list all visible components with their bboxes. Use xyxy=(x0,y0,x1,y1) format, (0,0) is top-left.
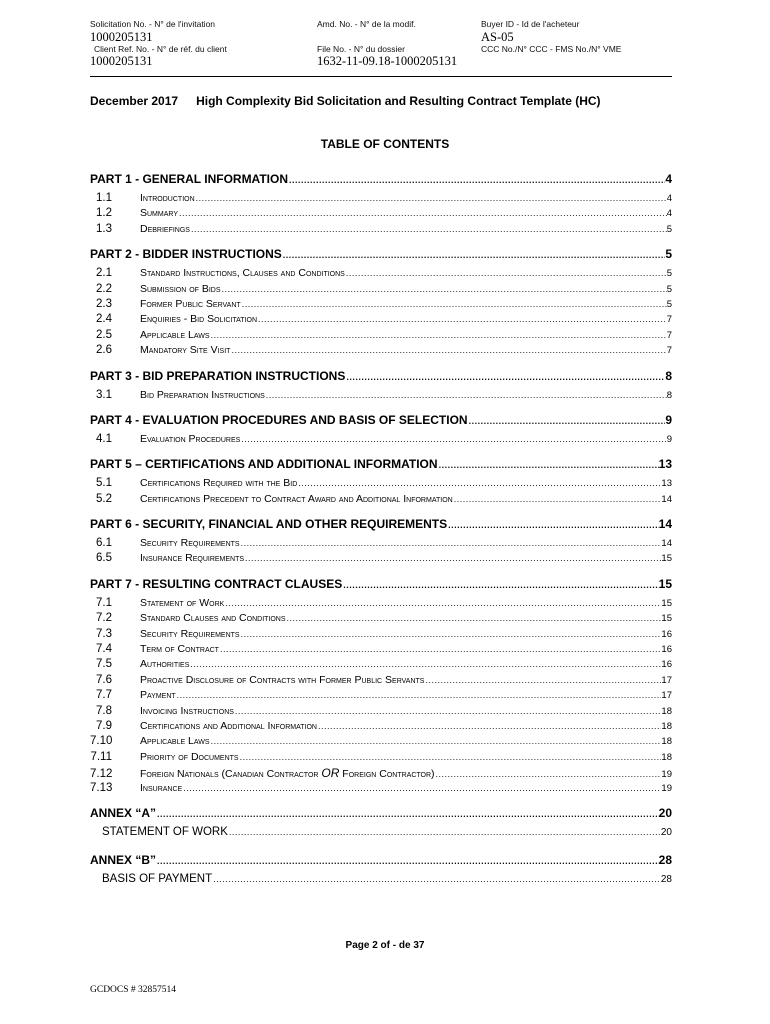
toc-page-number: 18 xyxy=(661,751,672,763)
toc-part-title: PART 3 - BID PREPARATION INSTRUCTIONS xyxy=(90,368,346,383)
toc-section-number: 7.13 xyxy=(90,781,113,794)
toc-section-title: Enquiries - Bid Solicitation xyxy=(140,313,258,326)
toc-section-number: 5.2 xyxy=(96,492,112,505)
dot-leader xyxy=(438,460,659,470)
toc-page-number: 7 xyxy=(666,329,672,341)
toc-page-number: 15 xyxy=(658,576,672,591)
toc-section-entry[interactable] xyxy=(90,766,672,781)
toc-section-entry[interactable] xyxy=(90,597,672,612)
toc-page-number: 5 xyxy=(666,283,672,295)
toc-heading: TABLE OF CONTENTS xyxy=(320,137,450,151)
toc-section-title: Former Public Servant xyxy=(140,297,241,310)
toc-section-entry[interactable] xyxy=(90,207,672,222)
toc-section-number: 7.1 xyxy=(96,596,112,609)
toc-page-number: 28 xyxy=(658,852,672,867)
dot-leader xyxy=(345,372,665,382)
amendment-label: Amd. No. - N° de la modif. xyxy=(317,19,416,29)
toc-section-title-emphasis: OR xyxy=(321,766,340,781)
toc-page-number: 5 xyxy=(666,268,672,280)
toc-annex-title: BASIS OF PAYMENT xyxy=(102,872,213,885)
toc-page-number: 8 xyxy=(666,389,672,401)
dot-leader xyxy=(210,736,662,746)
toc-page-number: 19 xyxy=(661,782,672,794)
dot-leader xyxy=(240,434,666,444)
solicitation-number: 1000205131 xyxy=(90,30,153,44)
toc-section-entry[interactable] xyxy=(90,329,672,344)
toc-page-number: 8 xyxy=(665,368,672,383)
toc-page-number: 28 xyxy=(660,873,672,885)
toc-part-entry[interactable] xyxy=(90,853,672,873)
dot-leader xyxy=(178,208,667,218)
dot-leader xyxy=(189,659,661,669)
toc-section-number: 1.1 xyxy=(96,192,112,204)
dot-leader xyxy=(241,299,667,309)
toc-section-number: 2.3 xyxy=(96,297,112,310)
client-ref-label: Client Ref. No. - N° de réf. du client xyxy=(94,44,227,54)
toc-section-title: Debriefings xyxy=(140,222,190,235)
toc-section-number: 7.12 xyxy=(90,768,113,781)
toc-section-entry[interactable] xyxy=(90,267,672,282)
dot-leader xyxy=(345,268,667,278)
toc-section-number: 7.8 xyxy=(96,704,112,717)
dot-leader xyxy=(239,752,662,762)
toc-section-entry[interactable] xyxy=(90,628,672,643)
toc-page-number: 5 xyxy=(665,247,672,262)
toc-part-entry[interactable] xyxy=(90,413,672,433)
dot-leader xyxy=(176,690,662,700)
toc-section-title: Submission of Bids xyxy=(140,282,221,295)
toc-annex-title: STATEMENT OF WORK xyxy=(102,825,228,838)
document-id: GCDOCS # 32857514 xyxy=(90,985,177,995)
dot-leader xyxy=(212,874,661,884)
document-date: December 2017 xyxy=(90,94,179,108)
toc-part-title: PART 5 – CERTIFICATIONS AND ADDITIONAL INFORMATION xyxy=(90,457,438,472)
dot-leader xyxy=(447,520,659,530)
toc-page-number: 16 xyxy=(661,628,672,640)
toc-page-number: 14 xyxy=(658,517,672,532)
toc-section-entry[interactable] xyxy=(90,313,672,328)
dot-leader xyxy=(468,416,666,426)
dot-leader xyxy=(182,783,661,793)
dot-leader xyxy=(156,856,659,866)
toc-section-title: Certifications and Additional Information xyxy=(140,719,317,732)
toc-page-number: 4 xyxy=(666,208,672,220)
toc-section-title: Applicable Laws xyxy=(140,328,210,341)
toc-section-entry[interactable] xyxy=(90,537,672,552)
toc-part-entry[interactable] xyxy=(90,247,672,267)
toc-section-entry[interactable] xyxy=(90,705,672,720)
toc-page-number: 5 xyxy=(666,298,672,310)
toc-section-title-rest: Foreign Contractor) xyxy=(339,768,435,781)
ccc-fms-label: CCC No./N° CCC - FMS No./N° VME xyxy=(481,44,622,54)
toc-section-title: Standard Clauses and Conditions xyxy=(140,612,286,625)
dot-leader xyxy=(257,314,667,324)
toc-section-entry[interactable] xyxy=(90,493,672,508)
toc-section-number: 2.2 xyxy=(96,282,112,295)
toc-section-number: 6.5 xyxy=(96,552,112,565)
toc-section-entry[interactable] xyxy=(90,298,672,313)
toc-section-number: 1.3 xyxy=(96,222,112,235)
toc-section-entry[interactable] xyxy=(90,477,672,492)
toc-section-title: Priority of Documents xyxy=(140,750,239,763)
toc-section-entry[interactable] xyxy=(90,612,672,627)
toc-section-number: 2.5 xyxy=(96,328,112,341)
dot-leader xyxy=(424,675,661,685)
template-title: High Complexity Bid Solicitation and Resulting Contract Template (HC) xyxy=(196,94,601,108)
dot-leader xyxy=(234,706,662,716)
toc-section-entry[interactable] xyxy=(90,283,672,298)
toc-page-number: 15 xyxy=(661,553,672,565)
toc-section-number: 7.3 xyxy=(96,627,112,640)
file-number-label: File No. - N° du dossier xyxy=(317,44,405,54)
toc-section-entry[interactable] xyxy=(90,751,672,766)
toc-section-entry[interactable] xyxy=(90,643,672,658)
dot-leader xyxy=(342,580,658,590)
toc-section-title: Foreign Nationals (Canadian Contractor xyxy=(140,768,322,781)
dot-leader xyxy=(297,478,661,488)
toc-page-number: 16 xyxy=(661,644,672,656)
file-number-value: 1632-11-09.18-1000205131 xyxy=(317,54,458,68)
dot-leader xyxy=(228,827,661,837)
toc-part-title: PART 2 - BIDDER INSTRUCTIONS xyxy=(90,247,282,262)
toc-section-title: Evaluation Procedures xyxy=(140,432,241,445)
dot-leader xyxy=(265,390,667,400)
toc-page-number: 18 xyxy=(661,736,672,748)
toc-section-number: 4.1 xyxy=(96,432,112,445)
toc-page-number: 9 xyxy=(666,433,672,445)
toc-section-number: 2.1 xyxy=(96,267,112,280)
dot-leader xyxy=(210,330,667,340)
toc-section-entry[interactable] xyxy=(90,674,672,689)
toc-page-number: 16 xyxy=(661,659,672,671)
table-of-contents xyxy=(90,172,672,896)
toc-section-title: Applicable Laws xyxy=(140,735,210,748)
toc-page-number: 14 xyxy=(661,538,672,550)
toc-annex-entry[interactable] xyxy=(90,873,672,891)
toc-page-number: 9 xyxy=(665,412,672,427)
toc-section-number: 7.4 xyxy=(96,643,112,656)
dot-leader xyxy=(221,284,667,294)
toc-section-number: 7.2 xyxy=(96,612,112,625)
dot-leader xyxy=(240,538,662,548)
toc-part-title: PART 4 - EVALUATION PROCEDURES AND BASIS OF SELECTION xyxy=(90,412,468,427)
toc-section-number: 7.6 xyxy=(96,673,112,686)
toc-section-title: Insurance xyxy=(140,781,183,794)
toc-page-number: 18 xyxy=(661,705,672,717)
toc-section-title: Mandatory Site Visit xyxy=(140,344,231,357)
dot-leader xyxy=(195,193,667,203)
dot-leader xyxy=(156,809,659,819)
toc-section-number: 5.1 xyxy=(96,477,112,490)
toc-page-number: 14 xyxy=(661,493,672,505)
toc-part-entry[interactable] xyxy=(90,369,672,389)
toc-section-number: 7.7 xyxy=(96,689,112,702)
dot-leader xyxy=(453,494,662,504)
dot-leader xyxy=(190,224,667,234)
buyer-id-label: Buyer ID - Id de l'acheteur xyxy=(481,19,580,29)
toc-section-title: Bid Preparation Instructions xyxy=(140,388,265,401)
toc-section-number: 7.11 xyxy=(90,750,112,763)
header-rule xyxy=(90,76,672,77)
toc-section-entry[interactable] xyxy=(90,720,672,735)
toc-page-number: 18 xyxy=(661,720,672,732)
toc-section-entry[interactable] xyxy=(90,552,672,567)
toc-section-entry[interactable] xyxy=(90,689,672,704)
toc-page-number: 15 xyxy=(661,613,672,625)
toc-section-title: Statement of Work xyxy=(140,596,225,609)
toc-page-number: 5 xyxy=(666,223,672,235)
toc-section-entry[interactable] xyxy=(90,389,672,404)
toc-part-title: PART 1 - GENERAL INFORMATION xyxy=(90,172,288,186)
toc-part-title: PART 6 - SECURITY, FINANCIAL AND OTHER REQUIREMENTS xyxy=(90,517,448,532)
toc-page-number: 7 xyxy=(666,314,672,326)
toc-section-number: 2.4 xyxy=(96,313,112,326)
dot-leader xyxy=(286,613,662,623)
toc-page-number: 13 xyxy=(661,478,672,490)
toc-section-number: 6.1 xyxy=(96,537,112,550)
toc-page-number: 20 xyxy=(660,826,672,838)
dot-leader xyxy=(435,769,662,779)
toc-part-title: PART 7 - RESULTING CONTRACT CLAUSES xyxy=(90,576,343,591)
toc-section-title: Payment xyxy=(140,689,176,702)
toc-section-number: 1.2 xyxy=(96,207,112,220)
dot-leader xyxy=(288,175,665,185)
toc-section-title: Certifications Precedent to Contract Award and Additional Information xyxy=(140,492,453,505)
toc-section-number: 7.10 xyxy=(90,735,113,748)
dot-leader xyxy=(282,250,666,260)
toc-page-number: 19 xyxy=(661,769,672,781)
toc-section-title: Summary xyxy=(140,207,178,220)
toc-page-number: 13 xyxy=(658,457,672,472)
toc-part-entry[interactable] xyxy=(90,457,672,477)
toc-section-number: 7.5 xyxy=(96,658,112,671)
toc-page-number: 15 xyxy=(661,597,672,609)
buyer-id-value: AS-05 xyxy=(481,30,514,44)
toc-section-entry[interactable] xyxy=(90,433,672,448)
toc-section-title: Insurance Requirements xyxy=(140,552,245,565)
toc-page-number: 7 xyxy=(666,345,672,357)
toc-part-entry[interactable] xyxy=(90,517,672,537)
toc-page-number: 4 xyxy=(666,193,672,204)
toc-section-entry[interactable] xyxy=(90,782,672,797)
toc-section-title: Proactive Disclosure of Contracts with Former Public Servants xyxy=(140,673,425,686)
toc-section-title: Certifications Required with the Bid xyxy=(140,477,298,490)
toc-part-title: ANNEX “A” xyxy=(90,805,157,820)
toc-section-number: 2.6 xyxy=(96,344,112,357)
dot-leader xyxy=(224,598,661,608)
dot-leader xyxy=(219,644,661,654)
document-title-line xyxy=(90,94,601,108)
toc-section-number: 7.9 xyxy=(96,719,112,732)
toc-section-entry[interactable] xyxy=(90,344,672,359)
client-ref-number: 1000205131 xyxy=(90,54,153,68)
dot-leader xyxy=(317,721,661,731)
toc-section-entry[interactable] xyxy=(90,735,672,750)
toc-page-number: 20 xyxy=(658,805,672,820)
toc-section-entry[interactable] xyxy=(90,223,672,238)
toc-section-title: Security Requirements xyxy=(140,537,240,550)
toc-section-entry[interactable] xyxy=(90,192,672,207)
page-number: Page 2 of - de 37 xyxy=(345,940,425,951)
toc-section-title: Authorities xyxy=(140,658,190,671)
toc-part-title: ANNEX “B” xyxy=(90,852,157,867)
dot-leader xyxy=(240,629,662,639)
toc-page-number: 17 xyxy=(661,674,672,686)
toc-part-entry[interactable] xyxy=(90,172,672,192)
toc-page-number: 17 xyxy=(661,690,672,702)
toc-section-title: Standard Instructions, Clauses and Conditions xyxy=(140,267,345,280)
toc-section-entry[interactable] xyxy=(90,658,672,673)
toc-part-entry[interactable] xyxy=(90,806,672,826)
toc-section-number: 3.1 xyxy=(96,388,112,401)
toc-section-title: Security Requirements xyxy=(140,627,240,640)
dot-leader xyxy=(244,553,661,563)
toc-part-entry[interactable] xyxy=(90,577,672,597)
toc-section-title: Invoicing Instructions xyxy=(140,704,234,717)
solicitation-label: Solicitation No. - N° de l'invitation xyxy=(90,19,216,29)
toc-section-title: Term of Contract xyxy=(140,643,219,656)
toc-page-number: 4 xyxy=(665,172,672,186)
dot-leader xyxy=(230,345,666,355)
toc-section-title: Introduction xyxy=(140,192,195,204)
toc-annex-entry[interactable] xyxy=(90,826,672,844)
